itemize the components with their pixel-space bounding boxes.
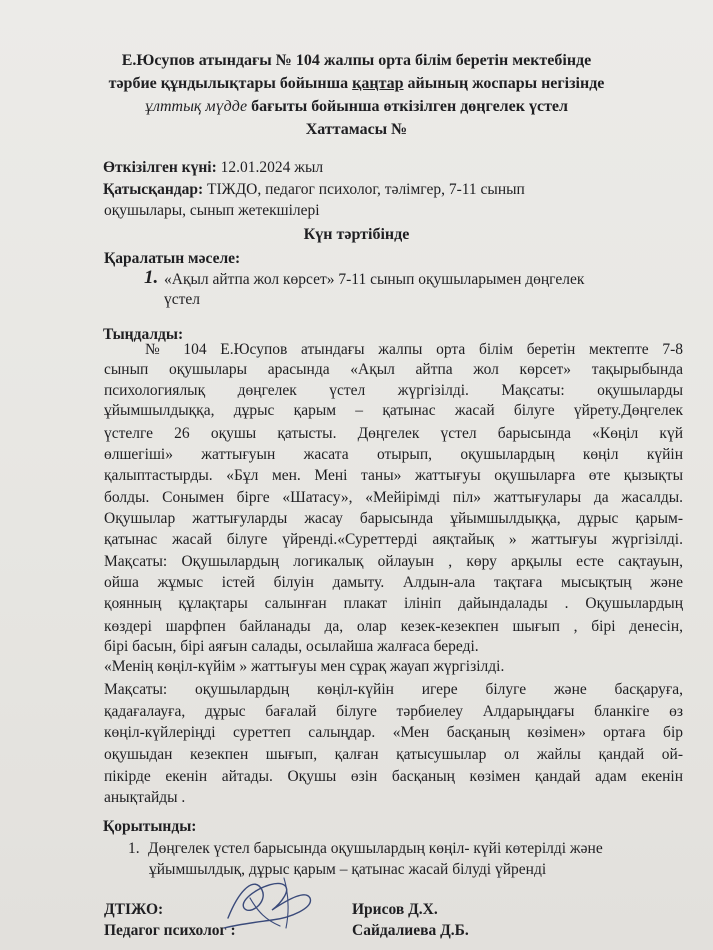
heard-line: психологиялық дөңгелек үстел жүргізілді. Мақсаты: оқушыларды — [104, 382, 683, 399]
agenda-item-number: 1. — [144, 267, 159, 288]
signature-role-2: Педагог психолог : — [104, 922, 236, 939]
header-month: қаңтар — [352, 75, 404, 92]
issue-label: Қаралатын мәселе: — [104, 250, 241, 267]
agenda-item-text-2: үстел — [164, 291, 201, 308]
heard-line: көздері шарфпен байланады да, олар кезек-кезекпен шығып , бірі денесін, — [104, 618, 683, 635]
header-line-2: тәрбие құндылықтары бойынша қаңтар айының жоспары негізінде — [108, 75, 605, 92]
conclusion-item-number: 1. — [128, 840, 140, 857]
conclusion-item-text: Дөңгелек үстел барысында оқушылардың көңіл- күйі көтерілді және — [148, 840, 603, 857]
heard-line: өлшегіші» жаттығуын жасата отырып, оқушылардың көңіл күйін — [104, 446, 683, 463]
signature-name-2: Сайдалиева Д.Б. — [352, 922, 469, 939]
heard-line: Оқушылар жаттығуларды жасау барысында ұйымшылдыққа, дұрыс қарым- — [104, 510, 683, 527]
heard-line: бірі басын, бірі аяғын салады, осылайша жалғаса береді. — [104, 638, 479, 655]
heard-line: үстелге 26 оқушы қатысты. Дөңгелек үстел барысында «Көңіл күй — [104, 425, 683, 442]
heard-line: пікірде екенін айтады. Оқушы өзін басқаның көзімен қандай адам екенін — [104, 768, 683, 785]
heard-line: Мақсаты: оқушылардың көңіл-күйін игере білуге және басқаруға, — [104, 681, 683, 698]
heard-line: қалыптастырды. «Бұл мен. Мені таны» жаттығуы оқушыларға өте қызықты — [104, 467, 683, 484]
header-line-4: Хаттамасы № — [305, 121, 408, 138]
heard-line: сынып оқушылары арасында «Ақыл айтпа жол көрсет» тақырыбында — [104, 361, 683, 378]
participants-label: Қатысқандар: — [103, 181, 204, 198]
date-value: 12.01.2024 жыл — [216, 159, 324, 176]
agenda-item-text: «Ақыл айтпа жол көрсет» 7-11 сынып оқушыларымен дөңгелек — [164, 271, 585, 288]
participants-row-2: оқушылары, сынып жетекшілері — [104, 202, 320, 219]
header-line-1: Е.Юсупов атындағы № 104 жалпы орта білім беретін мектебінде — [121, 52, 592, 69]
heard-line: көңіл-күйлеріңді суреттеп салыңдар. «Мен басқаның көзімен» ортаға бір — [104, 724, 683, 741]
conclusion-item-text-2: ұйымшылдық, дұрыс қарым – қатынас жасай білуді үйренді — [149, 861, 547, 878]
conclusion-label: Қорытынды: — [103, 818, 197, 835]
participants-row: Қатысқандар: ТІЖДО, педагог психолог, тәлімгер, 7-11 сынып — [103, 181, 525, 198]
header-line-3: ұлттық мүдде бағыты бойынша өткізілген дөңгелек үстел — [145, 98, 568, 115]
date-label: Өткізілген күні: — [103, 159, 217, 176]
date-row — [103, 158, 323, 177]
heard-line: қатынас жасай білуге үйренді.«Суреттерді аяқтайық » жаттығуы жүргізілді. — [104, 531, 683, 548]
heard-line: болды. Сонымен бірге «Шатасу», «Мейірімді піл» жаттығулары да жасалды. — [104, 489, 683, 506]
heard-line: оқушыдан кезекпен шығып, қалған қатысушылар ол жайлы қандай ой- — [104, 746, 683, 763]
heard-line: анықтайды . — [104, 789, 186, 806]
heard-line: ойша жұмыс істей білуін дамыту. Алдын-ала тақтаға мысықтың және — [104, 574, 683, 591]
heard-line: ұйымшылдыққа, дұрыс қарым – қатынас жасай білуге үйрету.Дөңгелек — [104, 402, 683, 419]
agenda-title: Күн тәртібінде — [303, 226, 410, 243]
heard-line: «Менің көңіл-күйім » жаттығуы мен сұрақ жауап жүргізілді. — [104, 658, 505, 675]
signature-name-1: Ирисов Д.Х. — [352, 901, 438, 918]
handwritten-signature — [210, 868, 320, 938]
heard-line: қадағалауға, дұрыс бағалай білуге тәрбиелеу Алдарыңдағы бланкіге өз — [104, 703, 683, 720]
heard-line: № 104 Е.Юсупов атындағы жалпы орта білім беретін мектепте 7-8 — [145, 341, 683, 358]
heard-line: қоянның құлақтары салынған плакат ілініп дайындалады . Оқушылардың — [104, 595, 683, 612]
header-direction: ұлттық мүдде — [145, 98, 248, 115]
signature-role-1: ДТІЖО: — [104, 901, 164, 918]
heard-line: Мақсаты: Оқушылардың логикалық ойлауын , көру арқылы есте сақтауын, — [104, 553, 683, 570]
heard-label: Тыңдалды: — [103, 326, 184, 343]
